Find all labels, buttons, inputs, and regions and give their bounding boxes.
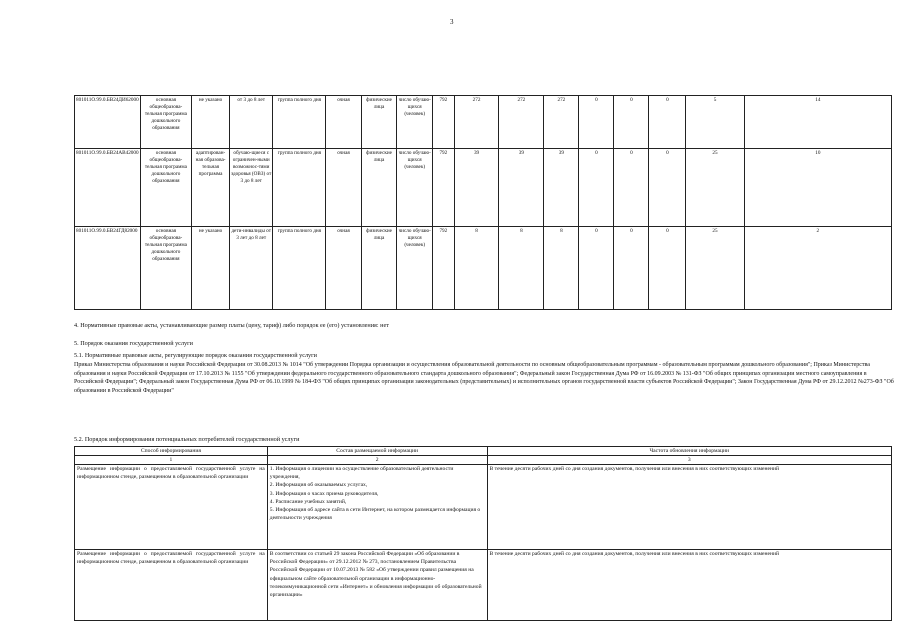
cell-consumers: физические лица [361,96,397,149]
cell-category: не указано [192,96,230,149]
cell-v4: 0 [579,149,614,227]
cell-age: от 3 до 8 лет [229,96,273,149]
header-frequency: Частота обновления информации [487,447,891,456]
cell-content: основная общеобразова-тельная программа дошкольного образования [140,96,191,149]
cell-code: 801011О.99.0.БВ24АВ42000 [75,149,141,227]
cell-indicator: число обучаю-щихся (человек) [397,227,433,310]
content-line: 4. Расписание учебных занятий, [269,498,347,505]
page-number: 3 [450,18,454,26]
cell-code: 801011О.99.0.БВ24ДИ62000 [75,96,141,149]
section-5-1: 5.1. Нормативные правовые акты, регулирующие порядок оказания государственной услуги [74,352,317,359]
cell-dev: 5 [686,96,744,149]
cell-group: группа полного дня [273,227,326,310]
cell-dev: 25 [686,149,744,227]
cell-age: дети-инвалиды от 3 лет до 8 лет [229,227,273,310]
cell-fact: 14 [744,96,891,149]
cell-fact: 10 [744,149,891,227]
cell-form: очная [326,227,361,310]
content-line: 2. Информация об оказываемых услугах, [269,482,368,489]
cell-v2: 272 [499,96,544,149]
frequency-cell: В течение десяти рабочих дней со дня создания документов, получения или внесения в них соответствующих изменений [487,550,891,621]
cell-content: основная общеобразова-тельная программа дошкольного образования [140,227,191,310]
col-num: 1 [75,456,268,465]
col-num: 3 [487,456,891,465]
cell-v1: 272 [454,96,499,149]
cell-group: группа полного дня [273,96,326,149]
table-row [75,96,892,149]
cell-v6: 0 [649,227,686,310]
cell-form: очная [326,149,361,227]
cell-v5: 0 [614,96,649,149]
table-row [75,550,892,621]
cell-age: обучаю-щиеся с ограничен-ными возможнос-тями здоровья (ОВЗ) от 3 до 8 лет [229,149,273,227]
section-4: 4. Нормативные правовые акты, устанавливающие размер платы (цену, тариф) либо порядок ее (его) установления: нет [74,322,389,329]
informing-table [74,446,892,621]
frequency-cell: В течение десяти рабочих дней со дня создания документов, получения или внесения в них соответствующих изменений [487,465,891,550]
cell-v5: 0 [614,227,649,310]
section-5-2: 5.2. Порядок информирования потенциальных потребителей государственной услуги [74,436,300,443]
cell-v1: 8 [454,227,499,310]
table-row [75,465,892,550]
cell-okei: 792 [433,227,455,310]
section-5-1-text: Приказ Министерства образования и науки Российской Федерации от 30.08.2013 № 1014 "Об утверждении Порядка организации и осуществления образовательной деятельности по основным общеобразовательным программам - образовательным программам дошкольного образования"; Приказ Министерства образования и науки Российской Федерации от 17.10.2013 № 1155 "Об утверждении федерального государственного образовательного стандарта дошкольного образования"; Федеральный закон Государственная Дума РФ от 16.09.2003 № 131-ФЗ "Об общих принципах организации местного самоуправления в Российской Федерации"; Федеральный закон Государственная Дума РФ от 06.10.1999 № 184-ФЗ "Об общих принципах организации законодательных (представительных) и исполнительных органов государственной власти субъектов Российской Федерации"; Закон Государственная Дума РФ от 29.12.2012 №273-ФЗ "Об образовании в Российской Федерации" [74,362,894,395]
cell-code: 801011О.99.0.БВ24ГД82000 [75,227,141,310]
cell-v4: 0 [579,227,614,310]
cell-group: группа полного дня [273,149,326,227]
cell-v6: 0 [649,96,686,149]
cell-v6: 0 [649,149,686,227]
cell-v3: 8 [544,227,579,310]
cell-fact: 2 [744,227,891,310]
cell-form: очная [326,96,361,149]
cell-category: адаптирован-ная образова-тельная программа [192,149,230,227]
cell-consumers: физические лица [361,227,397,310]
table-row [75,149,892,227]
cell-okei: 792 [433,149,455,227]
content-line: 5. Информация об адресе сайта в сети Интернет, на котором размещается информация о деятельности учреждения [269,506,481,521]
cell-v5: 0 [614,149,649,227]
content-cell [267,465,487,550]
cell-v2: 39 [499,149,544,227]
cell-indicator: число обучаю-щихся (человек) [397,96,433,149]
cell-v3: 39 [544,149,579,227]
cell-dev: 25 [686,227,744,310]
volume-indicators-table [74,95,892,310]
method-cell: Размещение информации о предоставляемой государственной услуге на информационном стенде, размещенном в образовательной организации [75,465,268,550]
cell-v1: 39 [454,149,499,227]
cell-indicator: число обучаю-щихся (человек) [397,149,433,227]
cell-okei: 792 [433,96,455,149]
cell-v2: 8 [499,227,544,310]
cell-consumers: физические лица [361,149,397,227]
cell-content: основная общеобразова-тельная программа дошкольного образования [140,149,191,227]
section-5: 5. Порядок оказания государственной услуги [74,340,193,347]
content-line: 1. Информация о лицензии на осуществление образовательной деятельности учреждения, [269,466,454,481]
method-cell: Размещение информации о предоставляемой государственной услуге на информационном стенде, размещенном в образовательной организации [75,550,268,621]
cell-v3: 272 [544,96,579,149]
content-line: 3. Информация о часах приема руководителя, [269,490,379,497]
header-method: Способ информирования [75,447,268,456]
cell-v4: 0 [579,96,614,149]
content-cell: В соответствии со статьей 29 закона Российской Федерации «Об образовании в Российской Федерации» от 29.12.2012 № 273, постановлением Правительства Российской Федерации от 10.07.2013 № 582 «Об утверждении правил размещения на официальном сайте образовательной организации в информационно-телекоммуникационной сети «Интернет» и обновления информации об образовательной организации» [267,550,487,621]
header-content: Состав размещаемой информации [267,447,487,456]
cell-category: не указано [192,227,230,310]
table-row [75,227,892,310]
col-num: 2 [267,456,487,465]
